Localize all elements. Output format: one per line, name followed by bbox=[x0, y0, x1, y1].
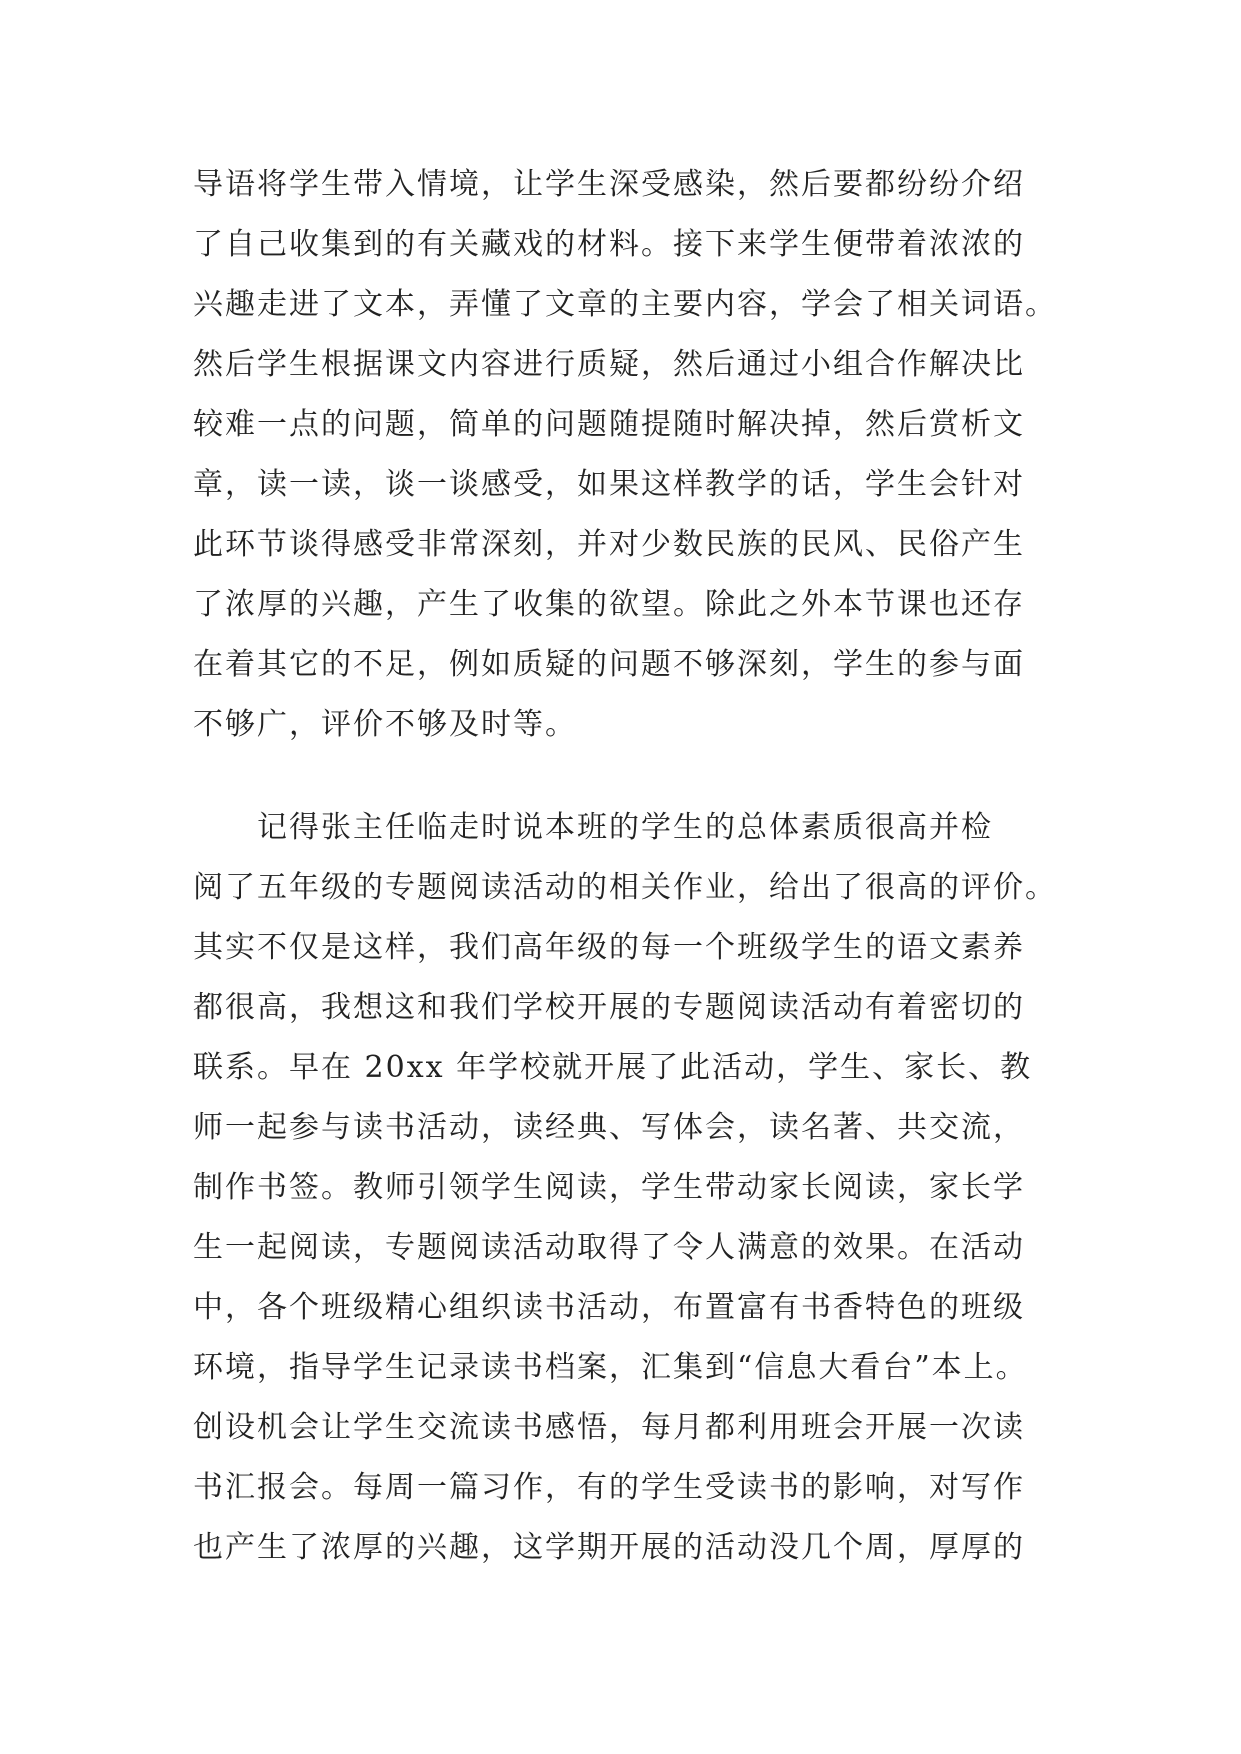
paragraph-line: 不够广，评价不够及时等。 bbox=[193, 707, 577, 742]
paragraph-line: 章，读一读，谈一谈感受，如果这样教学的话，学生会针对 bbox=[193, 467, 1025, 502]
paragraph-line: 也产生了浓厚的兴趣，这学期开展的活动没几个周，厚厚的 bbox=[193, 1530, 1025, 1565]
paragraph-line: 此环节谈得感受非常深刻，并对少数民族的民风、民俗产生 bbox=[193, 527, 1025, 562]
paragraph-line: 兴趣走进了文本，弄懂了文章的主要内容，学会了相关词语。 bbox=[193, 287, 1057, 322]
paragraph-line: 了自己收集到的有关藏戏的材料。接下来学生便带着浓浓的 bbox=[193, 227, 1025, 262]
paragraph-1 bbox=[193, 155, 1073, 755]
paragraph-2 bbox=[193, 798, 1073, 1578]
paragraph-line: 都很高，我想这和我们学校开展的专题阅读活动有着密切的 bbox=[193, 990, 1025, 1025]
paragraph-line: 了浓厚的兴趣，产生了收集的欲望。除此之外本节课也还存 bbox=[193, 587, 1025, 622]
paragraph-line: 记得张主任临走时说本班的学生的总体素质很高并检 bbox=[193, 810, 993, 845]
paragraph-line: 环境，指导学生记录读书档案，汇集到“信息大看台”本上。 bbox=[193, 1350, 1028, 1385]
paragraph-line: 中，各个班级精心组织读书活动，布置富有书香特色的班级 bbox=[193, 1290, 1025, 1325]
paragraph-line: 制作书签。教师引领学生阅读，学生带动家长阅读，家长学 bbox=[193, 1170, 1025, 1205]
paragraph-line: 在着其它的不足，例如质疑的问题不够深刻，学生的参与面 bbox=[193, 647, 1025, 682]
paragraph-line: 创设机会让学生交流读书感悟，每月都利用班会开展一次读 bbox=[193, 1410, 1025, 1445]
paragraph-line: 导语将学生带入情境，让学生深受感染，然后要都纷纷介绍 bbox=[193, 167, 1025, 202]
paragraph-line: 师一起参与读书活动，读经典、写体会，读名著、共交流， bbox=[193, 1110, 1025, 1145]
paragraph-line: 其实不仅是这样，我们高年级的每一个班级学生的语文素养 bbox=[193, 930, 1025, 965]
paragraph-line: 书汇报会。每周一篇习作，有的学生受读书的影响，对写作 bbox=[193, 1470, 1025, 1505]
paragraph-line: 然后学生根据课文内容进行质疑，然后通过小组合作解决比 bbox=[193, 347, 1025, 382]
paragraph-line: 生一起阅读，专题阅读活动取得了令人满意的效果。在活动 bbox=[193, 1230, 1025, 1265]
paragraph-line: 较难一点的问题，简单的问题随提随时解决掉，然后赏析文 bbox=[193, 407, 1025, 442]
paragraph-line: 联系。早在 20xx 年学校就开展了此活动，学生、家长、教 bbox=[193, 1050, 1033, 1085]
paragraph-line: 阅了五年级的专题阅读活动的相关作业，给出了很高的评价。 bbox=[193, 870, 1057, 905]
